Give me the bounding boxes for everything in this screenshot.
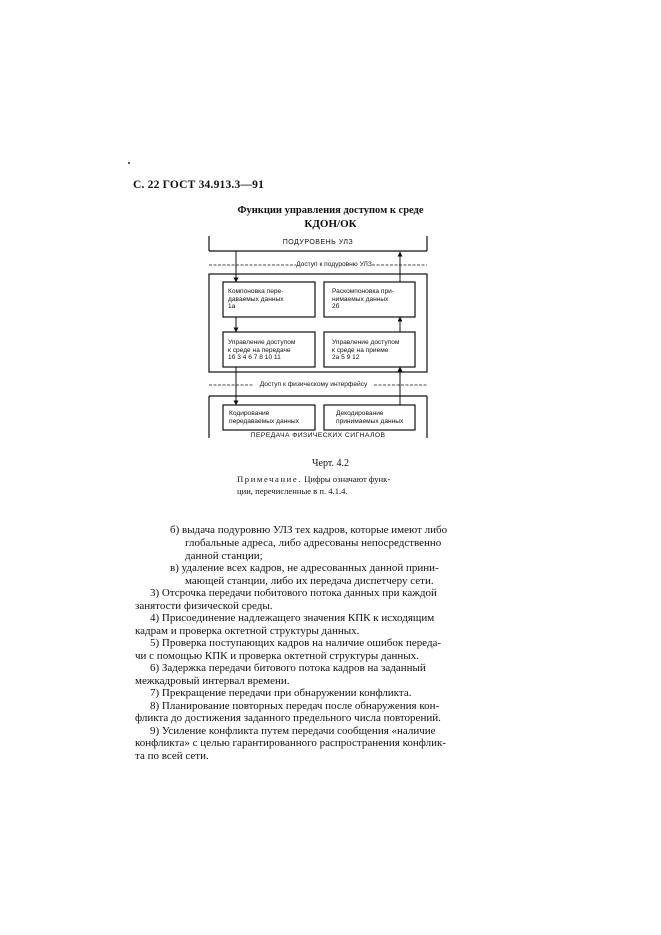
phys-signal-label: ПЕРЕДАЧА ФИЗИЧЕСКИХ СИГНАЛОВ <box>250 432 386 439</box>
body-line-17: 9) Усиление конфликта путем передачи сообщения «наличие <box>150 725 436 737</box>
phys-access-label: Доступ к физическому интерфейсу <box>259 381 368 388</box>
body-line-6: 3) Отсрочка передачи побитового потока данных при каждой <box>150 587 437 599</box>
body-line-2: глобальные адреса, либо адресованы непосредственно <box>185 537 442 549</box>
figure-title-line2: КДОН/ОК <box>304 218 357 230</box>
figure-caption: Черт. 4.2 <box>312 458 349 469</box>
body-line-5: мающей станции, либо их передача диспетчеру сети. <box>185 575 434 587</box>
body-line-11: чи с помощью КПК и проверка октетной структуры данных. <box>135 650 419 662</box>
llc-access-label: Доступ к подуровню УЛЗ <box>296 261 372 268</box>
note-line2: ции, перечисленные в п. 4.1.4. <box>237 485 348 496</box>
body-line-19: та по всей сети. <box>135 750 209 762</box>
body-line-16: фликта до достижения заданного предельного числа повторений. <box>135 712 441 724</box>
body-line-8: 4) Присоединение надлежащего значения КПК к исходящим <box>150 612 435 624</box>
body-line-15: 8) Планирование повторных передач после обнаружения кон- <box>150 700 440 712</box>
note-line1: Цифры означают функ- <box>304 474 391 484</box>
body-line-12: 6) Задержка передачи битового потока кадров на заданный <box>150 662 426 674</box>
body-line-18: конфликта» с целью гарантированного распространения конфлик- <box>135 737 446 749</box>
box-decode: Декодирование принимаемых данных <box>336 410 404 425</box>
box-tx-access: Управление доступом к среде на передаче 1б 3 4 6 7 8 10 11 <box>228 339 296 362</box>
body-line-7: занятости физической среды. <box>135 600 273 612</box>
box-rx-access: Управление доступом к среде на приеме 2а 5 9 12 <box>332 339 400 362</box>
box-disassemble: Раскомпоновка при- нимаемых данных 2б <box>332 288 394 311</box>
llc-level-label: ПОДУРОВЕНЬ УЛЗ <box>282 239 354 246</box>
page-header: С. 22 ГОСТ 34.913.3—91 <box>133 179 265 191</box>
body-line-4: в) удаление всех кадров, не адресованных данной прини- <box>170 562 439 574</box>
figure-title-line1: Функции управления доступом к среде <box>237 205 424 216</box>
box-encode: Кодирование передаваемых данных <box>229 410 299 425</box>
body-line-13: межкадровый интервал времени. <box>135 675 290 687</box>
body-line-14: 7) Прекращение передачи при обнаружении конфликта. <box>150 687 412 699</box>
body-line-1: б) выдача подуровню УЛЗ тех кадров, которые имеют либо <box>170 524 448 536</box>
box-assemble: Компоновка пере- даваемых данных 1а <box>228 288 284 311</box>
body-line-3: данной станции; <box>185 550 263 562</box>
body-line-9: кадрам и проверка октетной структуры данных. <box>135 625 360 637</box>
note-label: Примечание. <box>237 474 303 484</box>
body-line-10: 5) Проверка поступающих кадров на наличие ошибок переда- <box>150 637 442 649</box>
